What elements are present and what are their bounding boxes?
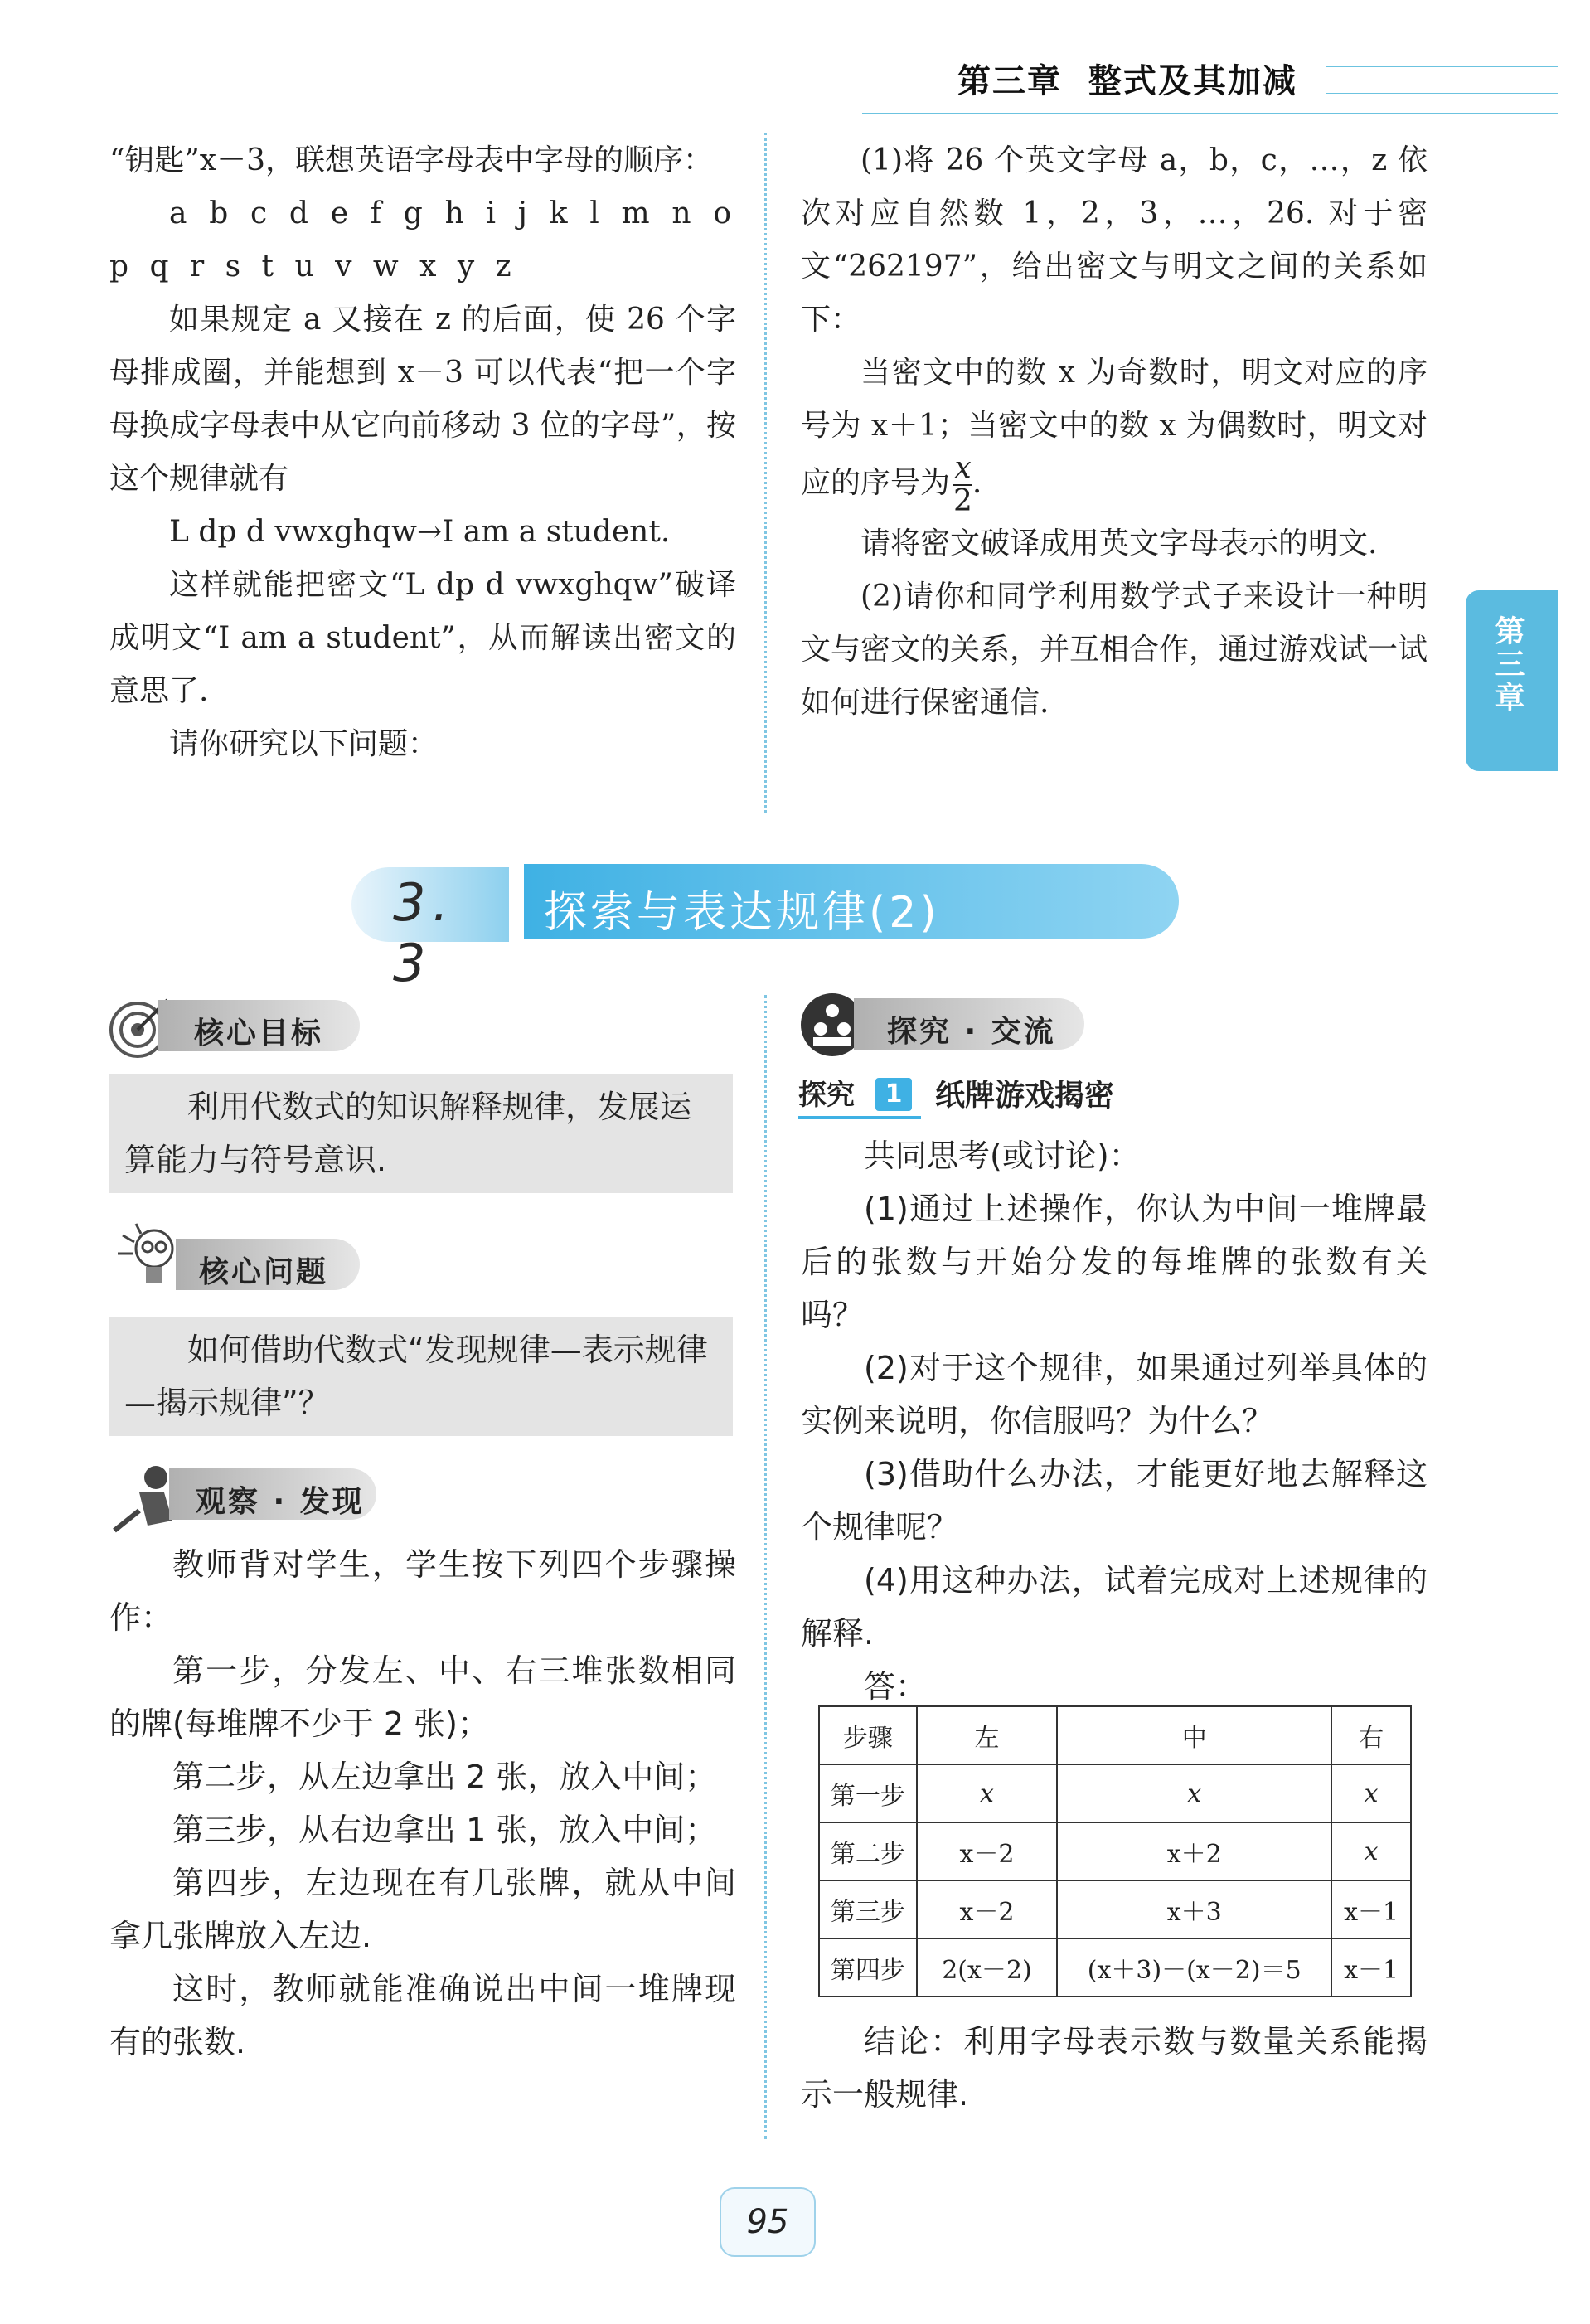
fraction-numerator: x xyxy=(954,451,972,485)
table-cell: 第一步 xyxy=(819,1764,917,1822)
paragraph: (4)用这种办法，试着完成对上述规律的解释. xyxy=(801,1562,1428,1652)
table-cell: x xyxy=(917,1764,1058,1822)
core-goal-label xyxy=(158,1000,360,1051)
steps-table xyxy=(818,1705,1412,1997)
chapter-header xyxy=(957,55,1297,102)
conclusion-text: 结论：利用字母表示数与数量关系能揭示一般规律. xyxy=(801,2023,1428,2113)
table-header-row xyxy=(819,1706,1411,1764)
paragraph: “钥匙”x－3，联想英语字母表中字母的顺序： xyxy=(109,143,714,177)
table-cell: x＋2 xyxy=(1057,1822,1331,1880)
answer-label: 答： xyxy=(864,1668,928,1705)
paragraph: 如果规定 a 又接在 z 的后面，使 26 个字母排成圈，并能想到 x－3 可以代表“把一个字母换成字母表中从它向前移动 3 位的字母”，按这个规律就有 xyxy=(109,303,736,496)
fraction-denominator: 2 xyxy=(953,484,972,518)
column-divider-top xyxy=(764,133,767,813)
fraction-period: . xyxy=(972,466,982,500)
core-goal-label-text: 核心目标 xyxy=(194,1016,324,1050)
table-header-cell: 步骤 xyxy=(819,1706,917,1764)
explore-tag: 探究 xyxy=(798,1079,855,1112)
table-header-cell: 右 xyxy=(1331,1706,1411,1764)
table-cell: x xyxy=(1331,1822,1411,1880)
explore-title: 纸牌游戏揭密 xyxy=(935,1079,1115,1113)
core-question-label xyxy=(176,1239,360,1290)
paragraph: 这样就能把密文“L dp d vwxghqw”破译成明文“I am a student”，从而解读出密文的意思了. xyxy=(109,568,736,708)
paragraph: 请将密文破译成用英文字母表示的明文. xyxy=(860,526,1378,560)
observe-label-text: 观察 · 发现 xyxy=(196,1485,365,1519)
table-cell: 2(x－2) xyxy=(917,1938,1058,1997)
paragraph: 这时，教师就能准确说出中间一堆牌现有的张数. xyxy=(109,1971,736,2060)
side-tab-label: 第三章 xyxy=(1491,615,1525,715)
table-cell: x xyxy=(1331,1764,1411,1822)
chapter-label: 第三章 xyxy=(957,62,1062,100)
section-number-badge xyxy=(351,867,509,993)
table-cell: 第三步 xyxy=(819,1880,917,1938)
core-question-box xyxy=(109,1317,733,1436)
observe-column xyxy=(109,1538,736,2069)
table-header-cell: 左 xyxy=(917,1706,1058,1764)
section-number: 3. 3 xyxy=(393,872,456,993)
table-row xyxy=(819,1938,1411,1997)
table-cell: x－2 xyxy=(917,1880,1058,1938)
column-divider-bottom xyxy=(764,995,767,2139)
explore-label-text: 探究 · 交流 xyxy=(887,1015,1056,1049)
table-cell: x－1 xyxy=(1331,1880,1411,1938)
rule-text: 当密文中的数 x 为奇数时，明文对应的序号为 x＋1；当密文中的数 x 为偶数时，明文对应的序号为 xyxy=(801,356,1428,500)
fraction xyxy=(953,453,972,517)
chapter-title: 整式及其加减 xyxy=(1088,62,1297,100)
table-cell: x＋3 xyxy=(1057,1880,1331,1938)
core-goal-text: 利用代数式的知识解释规律，发展运算能力与符号意识. xyxy=(124,1089,692,1178)
table-cell: 第四步 xyxy=(819,1938,917,1997)
paragraph: 请你研究以下问题： xyxy=(169,727,439,761)
paragraph: (2)请你和同学利用数学式子来设计一种明文与密文的关系，并互相合作，通过游戏试一试如何进行保密通信. xyxy=(801,580,1428,720)
explore-column xyxy=(801,1129,1428,1713)
section-title-banner xyxy=(524,864,1179,939)
top-left-column xyxy=(109,134,736,771)
paragraph: 教师背对学生，学生按下列四个步骤操作： xyxy=(109,1546,736,1636)
paragraph: 第三步，从右边拿出 1 张，放入中间； xyxy=(172,1812,717,1848)
table-row xyxy=(819,1822,1411,1880)
top-right-column xyxy=(801,134,1428,730)
table-row xyxy=(819,1764,1411,1822)
header-rule-top-3 xyxy=(1326,93,1558,94)
paragraph: (1)通过上述操作，你认为中间一堆牌最后的张数与开始分发的每堆牌的张数有关吗？ xyxy=(801,1191,1428,1333)
paragraph: 第二步，从左边拿出 2 张，放入中间； xyxy=(172,1759,717,1795)
page-number: 95 xyxy=(720,2187,816,2257)
explore-label xyxy=(854,998,1084,1050)
core-goal-box xyxy=(109,1074,733,1193)
paragraph: (1)将 26 个英文字母 a，b，c，…，z 依次对应自然数 1，2，3，…，26. 对于密文“262197”，给出密文与明文之间的关系如下： xyxy=(801,143,1428,337)
explore-number: 1 xyxy=(875,1078,912,1111)
observe-label xyxy=(169,1468,376,1520)
table-header-cell: 中 xyxy=(1057,1706,1331,1764)
table-cell: 第二步 xyxy=(819,1822,917,1880)
paragraph: (2)对于这个规律，如果通过列举具体的实例来说明，你信服吗？为什么？ xyxy=(801,1350,1428,1439)
table-row xyxy=(819,1880,1411,1938)
table-cell: x－2 xyxy=(917,1822,1058,1880)
table-cell: x－1 xyxy=(1331,1938,1411,1997)
paragraph xyxy=(801,347,1428,517)
conclusion-block xyxy=(801,2015,1428,2121)
chapter-side-tab xyxy=(1466,590,1558,771)
explore-underline xyxy=(798,1116,921,1119)
header-rule xyxy=(862,113,1558,114)
section-title: 探索与表达规律(2) xyxy=(544,888,940,938)
paragraph: 第一步，分发左、中、右三堆张数相同的牌(每堆牌不少于 2 张)； xyxy=(109,1652,736,1742)
table-cell: (x＋3)－(x－2)＝5 xyxy=(1057,1938,1331,1997)
paragraph: (3)借助什么办法，才能更好地去解释这个规律呢？ xyxy=(801,1456,1428,1545)
paragraph: 共同思考(或讨论)： xyxy=(864,1138,1141,1174)
lightbulb-icon xyxy=(106,1219,186,1293)
core-question-text: 如何借助代数式“发现规律—表示规律—揭示规律”？ xyxy=(124,1332,708,1421)
core-question-label-text: 核心问题 xyxy=(199,1255,329,1289)
paragraph: 第四步，左边现在有几张牌，就从中间拿几张牌放入左边. xyxy=(109,1865,736,1954)
table-cell: x xyxy=(1057,1764,1331,1822)
header-rule-top-1 xyxy=(1326,66,1558,67)
cipher-example: L dp d vwxghqw→I am a student. xyxy=(169,515,671,549)
alphabet-line: a b c d e f g h i j k l m n o p q r s t u v w x y z xyxy=(109,196,736,284)
